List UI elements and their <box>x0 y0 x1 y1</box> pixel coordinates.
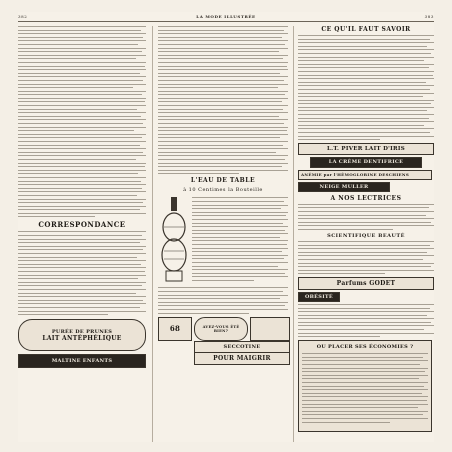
article-text <box>18 26 146 217</box>
ad-maltine-title: MALTINE ENFANTS <box>51 358 113 365</box>
ad-maigrir-title: POUR MAIGRIR <box>213 354 271 362</box>
column-divider <box>293 26 294 442</box>
ad-middle-oval <box>194 317 248 341</box>
ad-creme-title: LA CRÈME DENTIFRICE <box>328 159 404 166</box>
ad-creme-dentifrice <box>310 157 422 168</box>
column-left <box>18 26 146 368</box>
ad-piver-title: L.T. PIVER LAIT D'IRIS <box>326 145 406 152</box>
subheading-eau-de-table: à 10 Centimes la Bouteille <box>183 187 263 194</box>
header-rule <box>18 21 434 22</box>
ad-piver <box>298 143 434 155</box>
article-text-middle <box>158 26 288 174</box>
ad-neige-muller <box>298 182 390 192</box>
section-heading-correspondance: CORRESPONDANCE <box>38 220 126 230</box>
magazine-page <box>18 12 434 442</box>
page-title: LA MODE ILLUSTRÉE <box>196 14 256 19</box>
column-right <box>298 26 434 432</box>
ad-parfums-godet <box>298 277 434 290</box>
ad-small-right <box>250 317 290 341</box>
obesite-text <box>298 304 434 337</box>
heading-economies: OU PLACER SES ÉCONOMIES ? <box>316 344 414 351</box>
lectrices-text <box>298 204 434 230</box>
heading-scientifique-beaute: SCIENTIFIQUE BEAUTÉ <box>327 232 405 239</box>
heading-a-nos-lectrices: A NOS LECTRICES <box>330 194 402 202</box>
ad-puree-prunes <box>18 319 146 351</box>
ad-middle-title: AVEZ-VOUS ÉTÉ BIEN? <box>202 324 240 333</box>
heading-eau-de-table: L'EAU DE TABLE <box>190 177 256 185</box>
column-middle <box>158 26 288 363</box>
correspondance-text <box>18 231 146 315</box>
ad-obesite-title: OBÉSITÉ <box>305 293 333 300</box>
ad-anemie-title: ANÉMIE par l'HÉMOGLOBINE DESCHIENS <box>301 172 410 178</box>
page-number-left: 382 <box>18 14 28 19</box>
ad-economies <box>298 340 432 432</box>
ad-small-68: 68 <box>158 317 192 341</box>
column-divider <box>152 26 153 442</box>
ad-anemie <box>298 170 432 180</box>
ad-parfums-title: Parfums GODET <box>336 279 396 287</box>
ad-neige-title: NEIGE MULLER <box>319 183 369 190</box>
ad-maigrir <box>194 352 290 365</box>
ad-seccotine-title: SECCOTINE <box>223 343 261 350</box>
beaute-text <box>298 241 434 274</box>
page-number-right: 383 <box>424 14 434 19</box>
heading-ce-quil-faut-savoir: CE QU'IL FAUT SAVOIR <box>321 26 411 33</box>
siphon-bottle-illustration <box>160 197 188 283</box>
article-text-right <box>298 35 434 140</box>
ad-maltine <box>18 354 146 368</box>
article-text-middle-2 <box>158 287 288 313</box>
page-header <box>18 12 434 22</box>
ad-puree-prunes-title: PURÉE DE PRUNES <box>51 328 113 335</box>
eau-ad-area <box>158 195 288 287</box>
ad-lait-antephelique-title: LAIT ANTÉPHÉLIQUE <box>42 334 122 342</box>
ad-obesite <box>298 292 340 302</box>
bottom-ads-middle <box>158 317 288 363</box>
